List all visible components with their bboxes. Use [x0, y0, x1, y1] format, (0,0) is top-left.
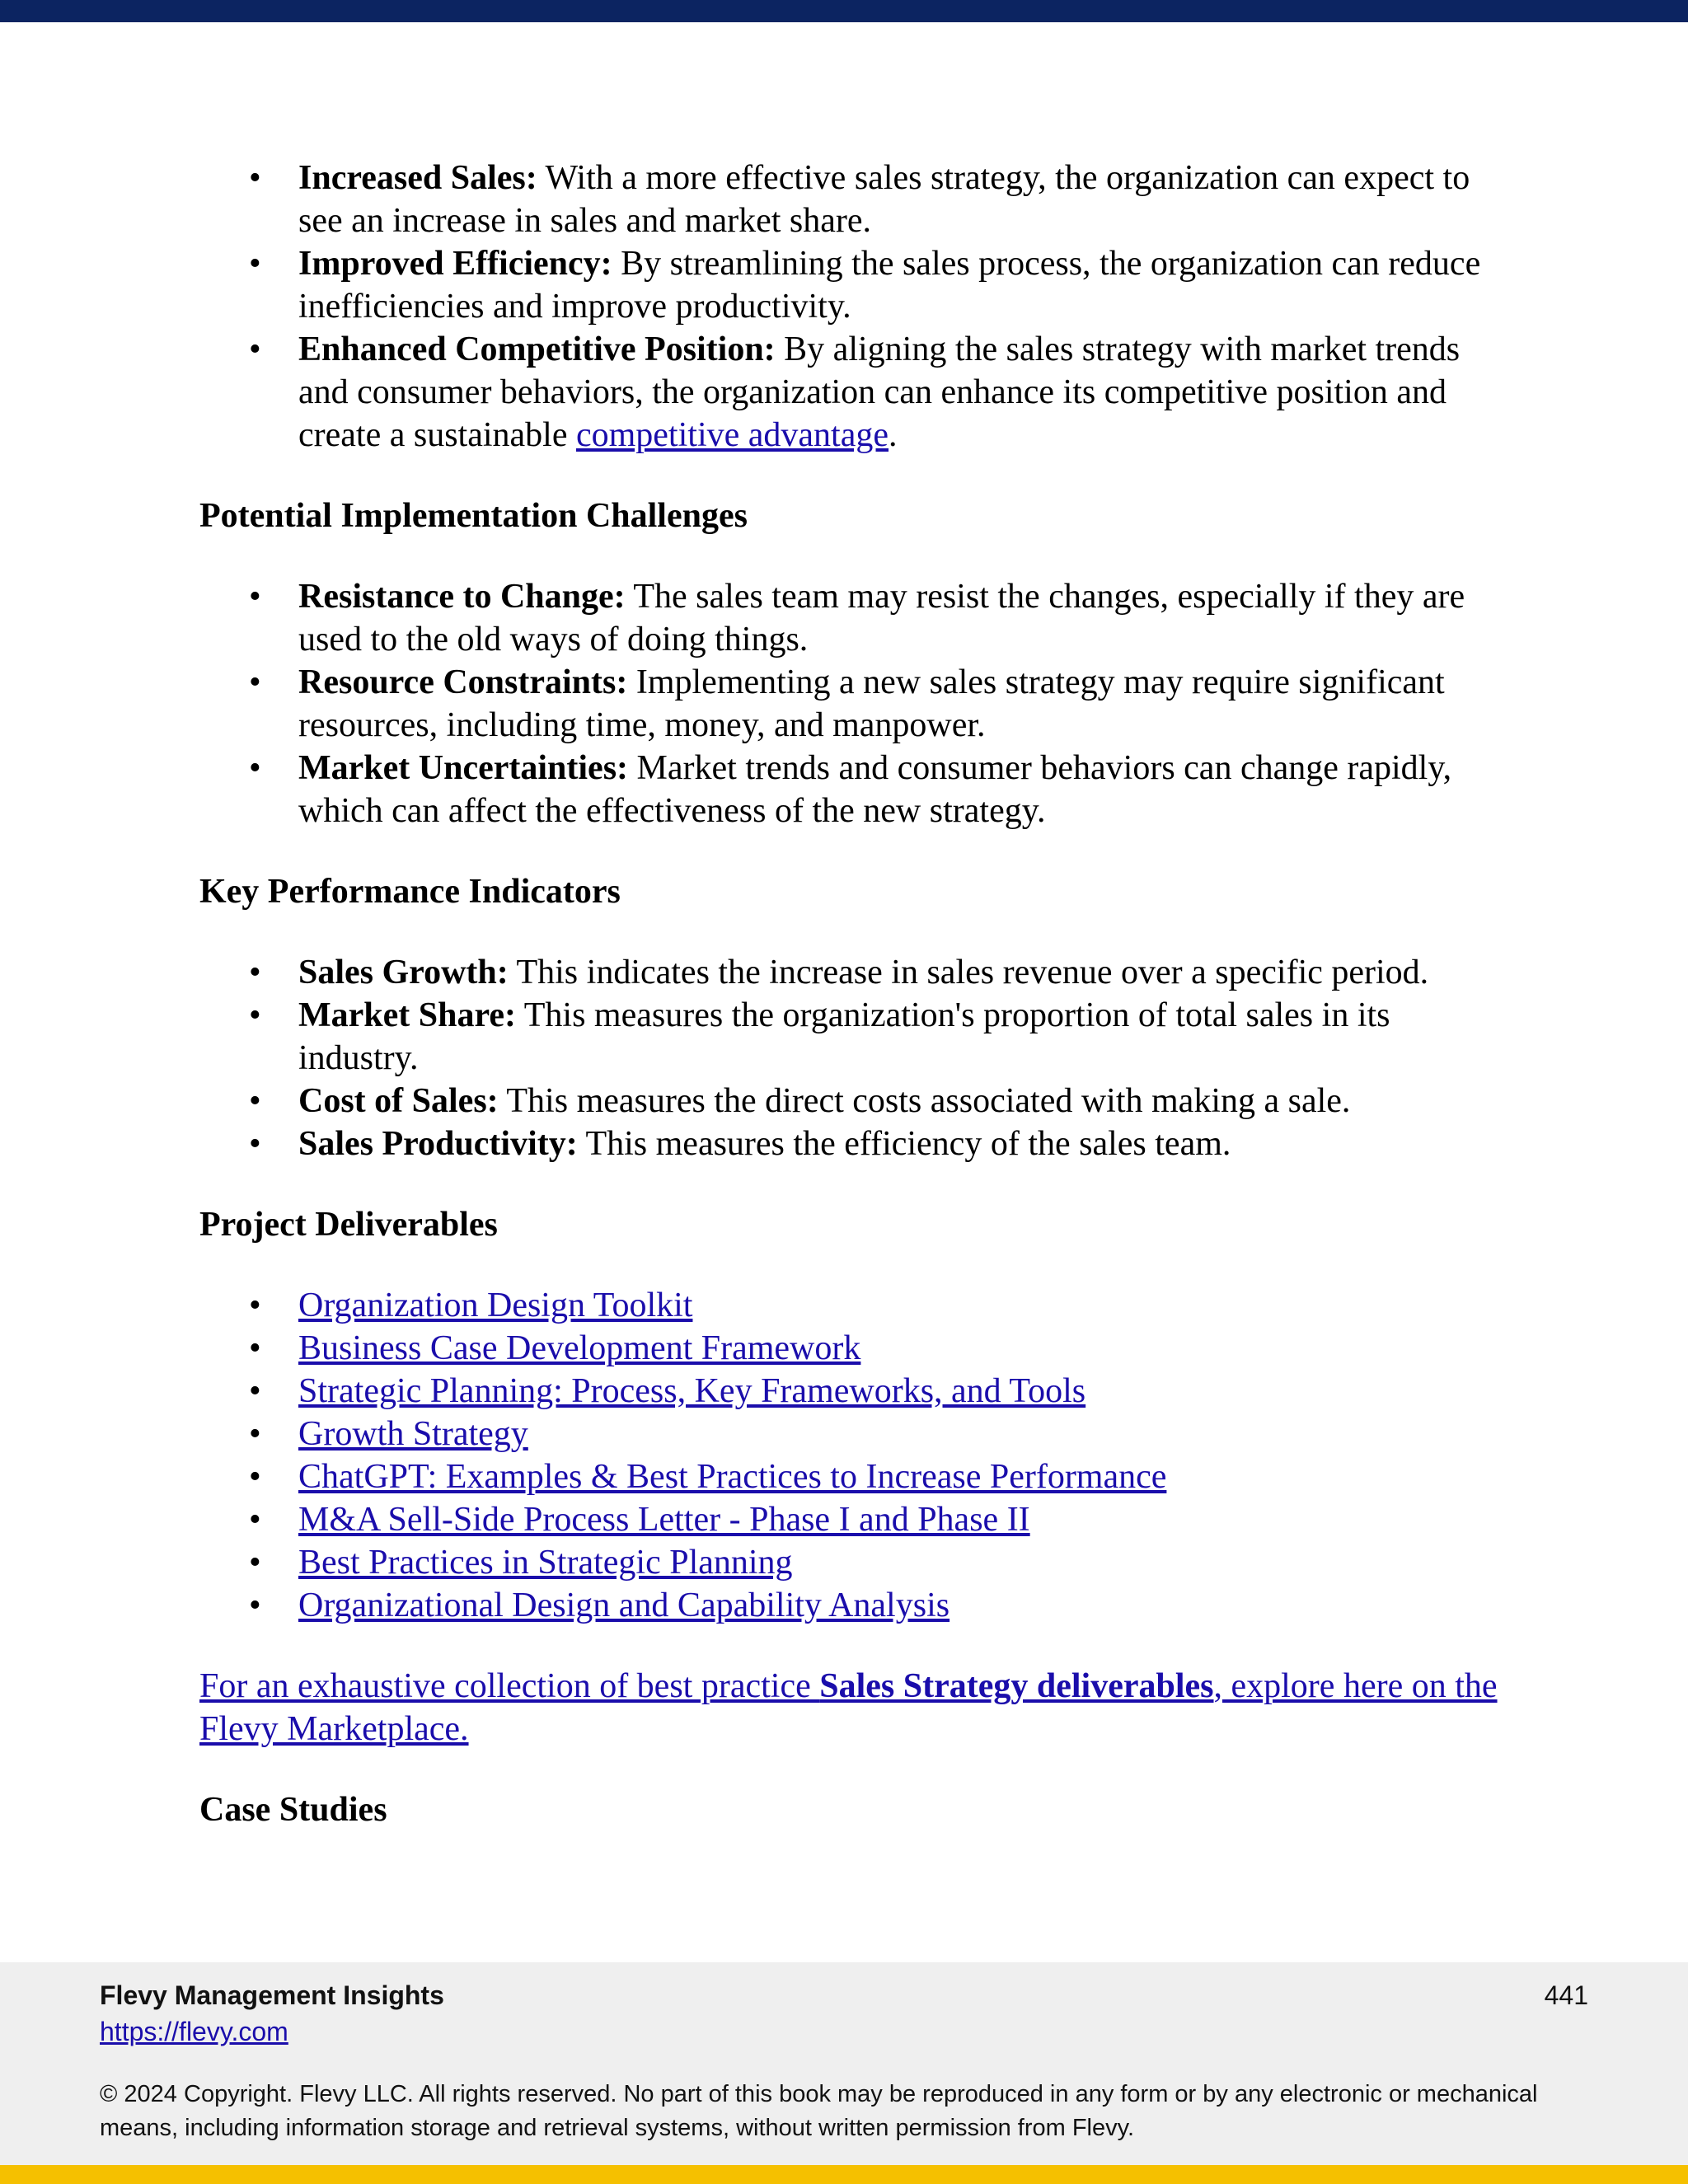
kpi-heading: Key Performance Indicators: [199, 873, 621, 911]
item-text: This measures the organization's proportion of total sales in its industry.: [298, 996, 1390, 1077]
deliverables-list: [199, 1284, 1518, 1627]
item-lead: Resistance to Change:: [298, 578, 626, 616]
item-text: With a more effective sales strategy, the organization can expect to see an increase in sales and market share.: [298, 159, 1470, 240]
explore-prefix: For an exhaustive collection of best practice: [199, 1667, 820, 1705]
item-lead: Sales Growth:: [298, 954, 509, 991]
item-lead: Increased Sales:: [298, 159, 537, 197]
page-number: 441: [1544, 1980, 1588, 2010]
list-item: [199, 1413, 1518, 1455]
item-text: This measures the efficiency of the sales team.: [577, 1125, 1231, 1163]
challenges-heading: Potential Implementation Challenges: [199, 497, 748, 535]
deliverable-link[interactable]: Organization Design Toolkit: [298, 1286, 693, 1324]
list-item: [199, 242, 1518, 328]
list-item: [199, 157, 1518, 242]
list-item: [199, 994, 1518, 1080]
list-item: [199, 575, 1518, 661]
explore-suffix: , explore here on the Flevy Marketplace.: [199, 1667, 1498, 1748]
item-lead: Market Uncertainties:: [298, 749, 629, 787]
page-footer: [0, 1962, 1688, 2165]
deliverables-heading: Project Deliverables: [199, 1206, 498, 1244]
item-lead: Improved Efficiency:: [298, 245, 612, 283]
item-lead: Market Share:: [298, 996, 516, 1034]
deliverable-link[interactable]: ChatGPT: Examples & Best Practices to Increase Performance: [298, 1458, 1167, 1496]
item-text: By streamlining the sales process, the organization can reduce inefficiencies and improve productivity.: [298, 245, 1481, 326]
top-banner-bar: [0, 0, 1688, 22]
list-item: [199, 661, 1518, 747]
list-item: [199, 1541, 1518, 1584]
list-item: [199, 1370, 1518, 1413]
item-after: .: [889, 416, 898, 454]
item-lead: Enhanced Competitive Position:: [298, 330, 776, 368]
deliverable-link[interactable]: M&A Sell-Side Process Letter - Phase I and Phase II: [298, 1501, 1030, 1539]
footer-brand: Flevy Management Insights: [100, 1980, 444, 2010]
deliverable-link[interactable]: Business Case Development Framework: [298, 1329, 861, 1367]
list-item: [199, 1584, 1518, 1627]
explore-marketplace-link[interactable]: [199, 1665, 1518, 1750]
list-item: [199, 1284, 1518, 1327]
deliverable-link[interactable]: Strategic Planning: Process, Key Frameworks, and Tools: [298, 1372, 1086, 1410]
kpi-list: [199, 951, 1518, 1165]
explore-bold: Sales Strategy deliverables: [819, 1667, 1214, 1705]
item-text: The sales team may resist the changes, especially if they are used to the old ways of doing things.: [298, 578, 1465, 658]
item-text: Market trends and consumer behaviors can change rapidly, which can affect the effectiveness of the new strategy.: [298, 749, 1452, 830]
item-lead: Sales Productivity:: [298, 1125, 578, 1163]
deliverable-link[interactable]: Growth Strategy: [298, 1415, 528, 1453]
item-text: This indicates the increase in sales revenue over a specific period.: [508, 954, 1429, 991]
page-content: [199, 157, 1518, 1831]
list-item: [199, 328, 1518, 457]
list-item: [199, 1455, 1518, 1498]
list-item: [199, 1080, 1518, 1122]
bottom-accent-bar: [0, 2165, 1688, 2184]
list-item: [199, 1122, 1518, 1165]
item-text: Implementing a new sales strategy may require significant resources, including time, money, and manpower.: [298, 663, 1445, 744]
benefits-list: [199, 157, 1518, 457]
footer-url-link[interactable]: https://flevy.com: [100, 2017, 288, 2046]
list-item: [199, 951, 1518, 994]
item-lead: Resource Constraints:: [298, 663, 628, 701]
list-item: [199, 747, 1518, 832]
challenges-list: [199, 575, 1518, 832]
item-lead: Cost of Sales:: [298, 1082, 499, 1120]
case-studies-heading: Case Studies: [199, 1791, 387, 1829]
item-text: By aligning the sales strategy with market trends and consumer behaviors, the organization can enhance its competitive position and create a sustainable: [298, 330, 1461, 454]
copyright-notice: © 2024 Copyright. Flevy LLC. All rights reserved. No part of this book may be reproduced in any form or by any electronic or mechanical means, including information storage and retrieval systems, without written permission from Flevy.: [100, 2081, 1538, 2141]
list-item: [199, 1498, 1518, 1541]
deliverable-link[interactable]: Best Practices in Strategic Planning: [298, 1544, 793, 1582]
deliverable-link[interactable]: Organizational Design and Capability Analysis: [298, 1586, 950, 1624]
item-text: This measures the direct costs associated with making a sale.: [498, 1082, 1351, 1120]
competitive-advantage-link[interactable]: competitive advantage: [575, 416, 889, 454]
list-item: [199, 1327, 1518, 1370]
